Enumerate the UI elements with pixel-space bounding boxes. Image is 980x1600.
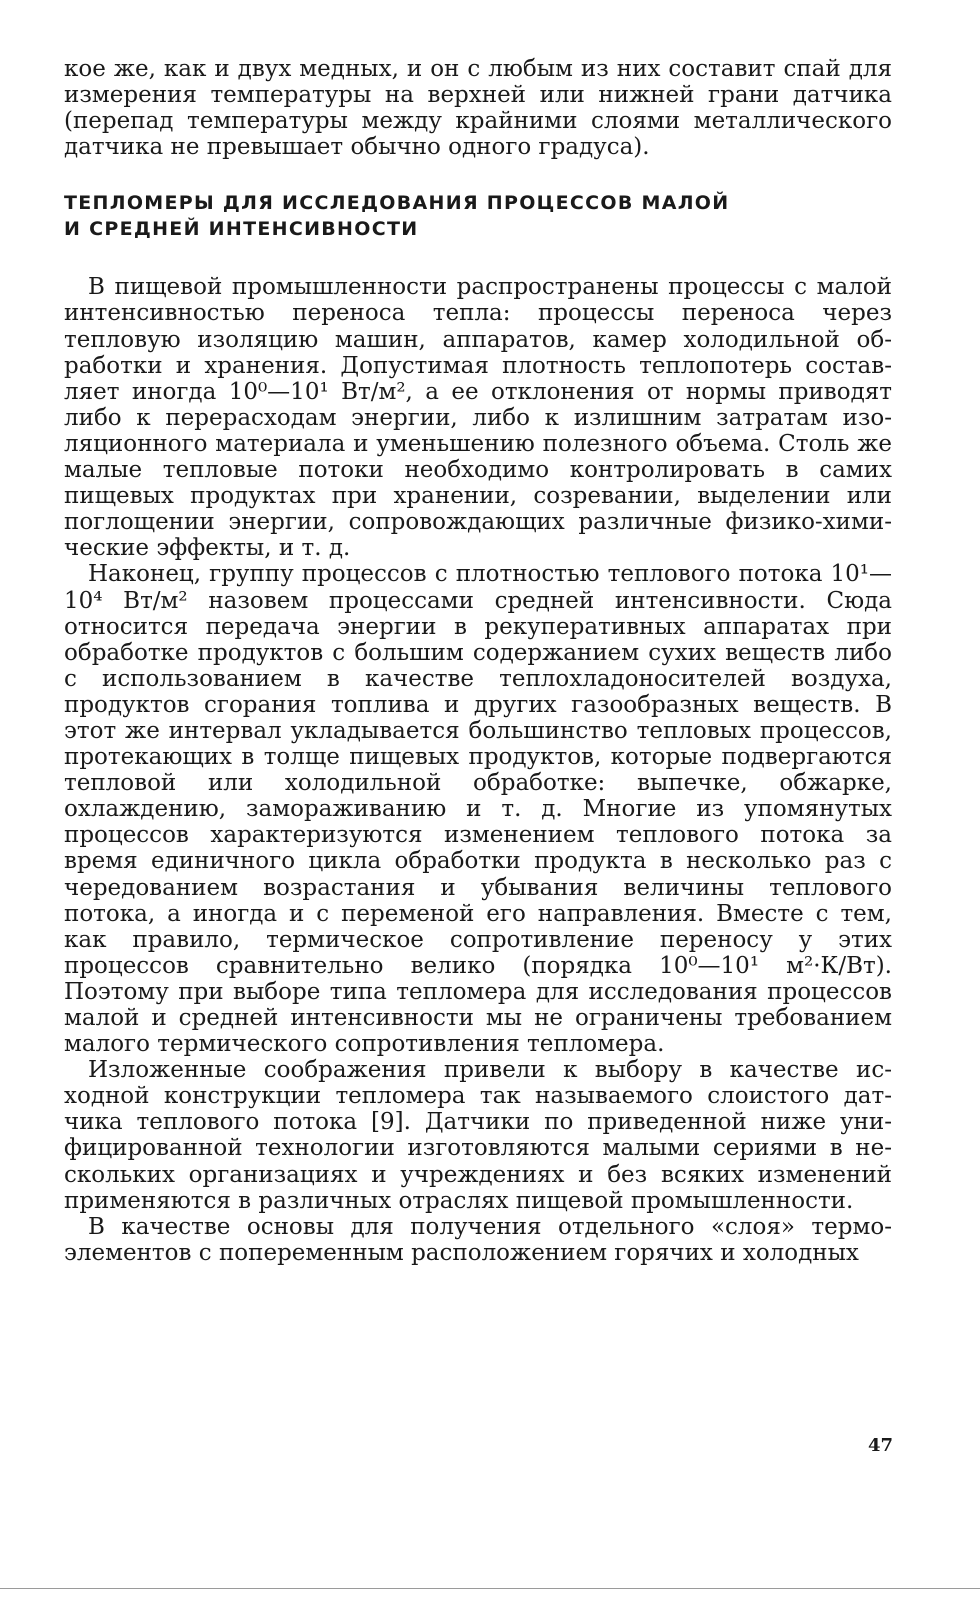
section-heading — [64, 190, 892, 242]
page-body — [64, 56, 892, 1266]
paragraph-basis: В качестве основы для получения отдельного «слоя» термоэлементов с попеременным расположением горячих и холодных — [64, 1213, 892, 1266]
paragraph-low-intensity: В пищевой промышленности распространены процессы с малой интенсивностью переноса тепла: процессы переноса через тепловую изоляцию машин, аппаратов, камер холодильной обработки и хранения. Допустимая плотность теплопотерь составляет иногда 10⁰—10¹ Вт/м², а ее отклонения от нормы приводят либо к перерасходам энергии, либо к излишним затратам изоляционного материала и уменьшению полезного объема. Столь же малые тепловые потоки необходимо контролировать в самих пищевых продуктах при хранении, созревании, выделении или поглощении энергии, сопровождающих различные физико-химические эффекты, и т. д. — [64, 274, 892, 562]
paragraph-continuation: кое же, как и двух медных, и он с любым из них составит спай для измерения температуры на верхней или нижней грани датчика (перепад температуры между крайними слоями металлического датчика не превышает обычно одного градуса). — [64, 56, 892, 161]
section-heading-line-1: ТЕПЛОМЕРЫ ДЛЯ ИССЛЕДОВАНИЯ ПРОЦЕССОВ МАЛОЙ — [64, 192, 730, 215]
paragraph-design-choice: Изложенные соображения привели к выбору в качестве исходной конструкции тепломера так называемого слоистого датчика теплового потока [9]. Датчики по приведенной ниже унифицированной технологии изготовляются малыми сериями в нескольких организациях и учреждениях и без всяких изменений применяются в различных отраслях пищевой промышленности. — [64, 1057, 892, 1214]
page-edge-rule — [0, 1588, 980, 1589]
page-number: 47 — [868, 1435, 894, 1456]
section-heading-line-2: И СРЕДНЕЙ ИНТЕНСИВНОСТИ — [64, 218, 419, 241]
paragraph-medium-intensity: Наконец, группу процессов с плотностью теплового потока 10¹—10⁴ Вт/м² назовем процессами средней интенсивности. Сюда относится передача энергии в рекуперативных аппаратах при обработке продуктов с большим содержанием сухих веществ либо с использованием в качестве теплохладоносителей воздуха, продуктов сгорания топлива и других газообразных веществ. В этот же интервал укладывается большинство тепловых процессов, протекающих в толще пищевых продуктов, которые подвергаются тепловой или холодильной обработке: выпечке, обжарке, охлаждению, замораживанию и т. д. Многие из упомянутых процессов характеризуются изменением теплового потока за время единичного цикла обработки продукта в несколько раз с чередованием возрастания и убывания величины теплового потока, а иногда и с переменой его направления. Вместе с тем, как правило, термическое сопротивление переносу у этих процессов сравнительно велико (порядка 10⁰—10¹ м²·К/Вт). Поэтому при выборе типа тепломера для исследования процессов малой и средней интенсивности мы не ограничены требованием малого термического сопротивления тепломера. — [64, 561, 892, 1058]
